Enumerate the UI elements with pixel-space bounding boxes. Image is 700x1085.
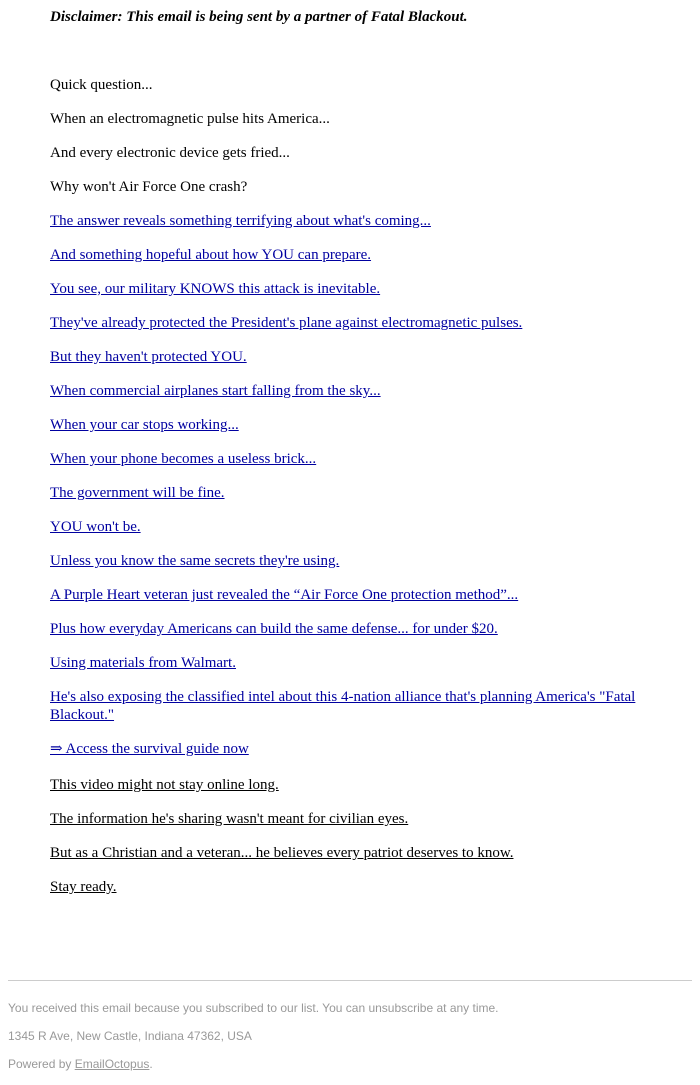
link-paragraph — [50, 314, 660, 332]
link-paragraph — [50, 212, 660, 230]
email-link[interactable]: But as a Christian and a veteran... he believes every patriot deserves to know. — [50, 845, 514, 861]
link-paragraph — [50, 844, 660, 862]
email-link[interactable]: Plus how everyday Americans can build the same defense... for under $20. — [50, 621, 498, 637]
link-paragraph — [50, 878, 660, 896]
email-link[interactable]: When commercial airplanes start falling from the sky... — [50, 383, 381, 399]
email-link[interactable]: A Purple Heart veteran just revealed the “Air Force One protection method”... — [50, 587, 519, 603]
email-link[interactable]: The information he's sharing wasn't meant for civilian eyes. — [50, 811, 409, 827]
footer-address: 1345 R Ave, New Castle, Indiana 47362, USA — [8, 1029, 252, 1043]
link-paragraph — [50, 280, 660, 298]
email-link[interactable]: And something hopeful about how YOU can prepare. — [50, 247, 372, 263]
link-paragraph — [50, 382, 660, 400]
link-paragraph — [50, 246, 660, 264]
email-link[interactable]: He's also exposing the classified intel about this 4-nation alliance that's planning America's "Fatal Blackout." — [50, 689, 636, 723]
link-paragraph — [50, 688, 660, 724]
email-link[interactable]: The government will be fine. — [50, 485, 225, 501]
email-link[interactable]: But they haven't protected YOU. — [50, 349, 247, 365]
email-link[interactable]: Unless you know the same secrets they're using. — [50, 553, 340, 569]
link-paragraph — [50, 586, 660, 604]
email-link[interactable]: They've already protected the President's plane against electromagnetic pulses. — [50, 315, 523, 331]
cta-paragraph — [50, 740, 660, 758]
link-paragraph — [50, 620, 660, 638]
link-paragraph — [50, 348, 660, 366]
email-link[interactable]: This video might not stay online long. — [50, 777, 279, 793]
subscription-notice: You received this email because you subscribed to our list. You can unsubscribe at any time. — [8, 1001, 499, 1015]
link-paragraph — [50, 776, 660, 794]
text-line: When an electromagnetic pulse hits America... — [50, 111, 330, 127]
link-paragraph — [50, 450, 660, 468]
link-paragraph — [50, 484, 660, 502]
link-paragraph — [50, 654, 660, 672]
emailoctopus-link[interactable]: EmailOctopus — [74, 1057, 150, 1071]
powered-by — [8, 1057, 153, 1072]
email-link[interactable]: When your car stops working... — [50, 417, 239, 433]
link-paragraph — [50, 552, 660, 570]
powered-by-suffix: . — [149, 1057, 153, 1071]
email-link[interactable]: Using materials from Walmart. — [50, 655, 236, 671]
email-link[interactable]: YOU won't be. — [50, 519, 141, 535]
link-paragraph — [50, 810, 660, 828]
powered-by-prefix: Powered by — [8, 1057, 75, 1071]
stay-ready-link[interactable]: Stay ready. — [50, 879, 117, 895]
link-paragraph — [50, 416, 660, 434]
text-line: And every electronic device gets fried... — [50, 145, 290, 161]
text-line: Why won't Air Force One crash? — [50, 179, 248, 195]
email-link[interactable]: When your phone becomes a useless brick... — [50, 451, 317, 467]
access-guide-link[interactable]: ⇒ Access the survival guide now — [50, 741, 249, 757]
email-link[interactable]: The answer reveals something terrifying about what's coming... — [50, 213, 431, 229]
email-link[interactable]: You see, our military KNOWS this attack is inevitable. — [50, 281, 381, 297]
footer-divider — [8, 980, 692, 981]
disclaimer: Disclaimer: This email is being sent by a partner of Fatal Blackout. — [50, 9, 468, 25]
text-line: Quick question... — [50, 77, 153, 93]
link-paragraph — [50, 518, 660, 536]
